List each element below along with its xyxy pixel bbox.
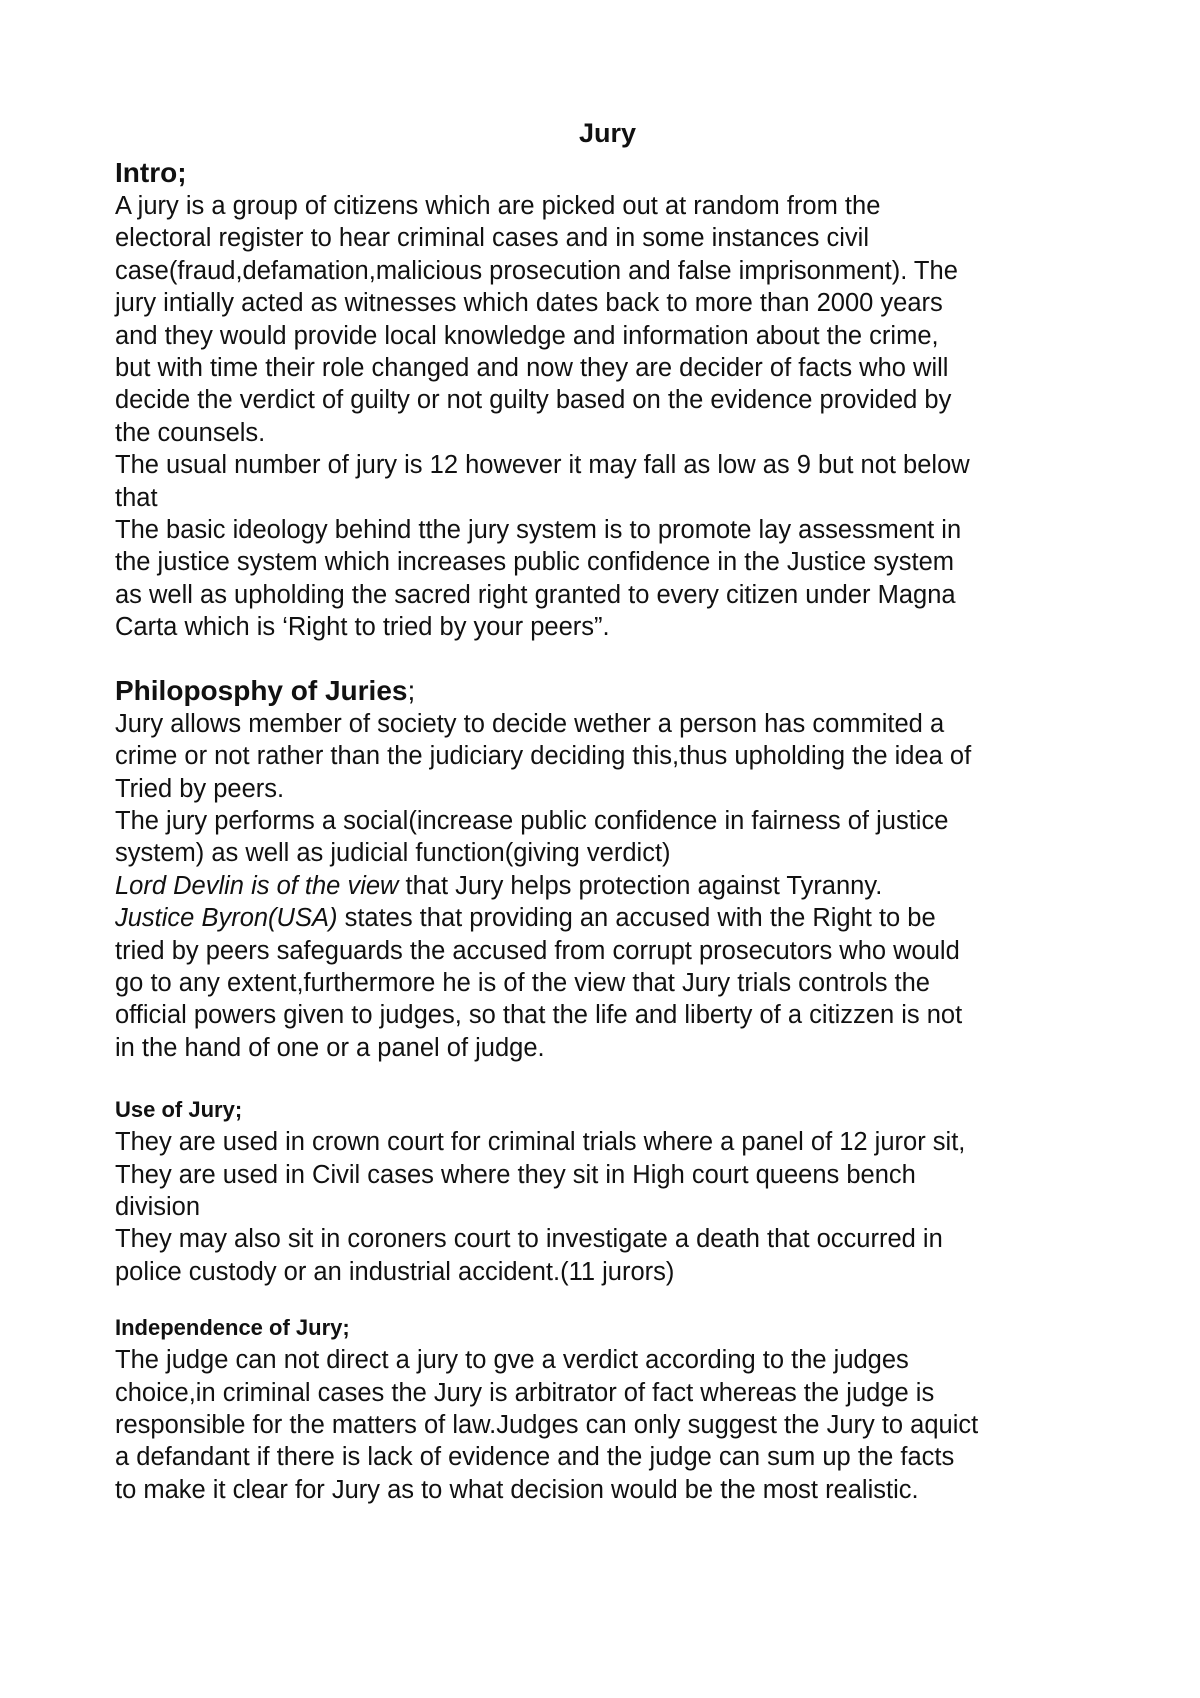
use-line: They are used in crown court for criminal trials where a panel of 12 juror sit,	[115, 1128, 966, 1157]
intro-line: The basic ideology behind tthe jury system is to promote lay assessment in	[115, 516, 962, 545]
intro-heading: Intro;	[115, 157, 187, 188]
devlin-line	[115, 870, 1100, 902]
intro-section	[115, 156, 1100, 644]
document-title: Jury	[578, 118, 637, 148]
intro-line: case(fraud,defamation,malicious prosecution and false imprisonment). The	[115, 256, 958, 285]
intro-line: electoral register to hear criminal cases and in some instances civil	[115, 224, 869, 253]
use-section	[115, 1094, 1100, 1288]
use-line: division	[115, 1192, 201, 1221]
independence-line: responsible for the matters of law.Judges can only suggest the Jury to aquict	[115, 1411, 979, 1439]
philosophy-line: tried by peers safeguards the accused from corrupt prosecutors who would	[115, 936, 960, 965]
philosophy-line: official powers given to judges, so that the life and liberty of a citizzen is not	[115, 1001, 963, 1030]
document-page	[115, 116, 1100, 1506]
philosophy-heading-text: Philoposphy of Juries	[115, 674, 408, 706]
independence-line: a defandant if there is lack of evidence and the judge can sum up the facts	[115, 1443, 955, 1472]
intro-line: but with time their role changed and now they are decider of facts who will	[115, 354, 949, 383]
intro-line: that	[115, 483, 158, 512]
independence-line: The judge can not direct a jury to gve a verdict according to the judges	[115, 1346, 909, 1375]
philosophy-line: in the hand of one or a panel of judge.	[115, 1033, 545, 1062]
philosophy-line: crime or not rather than the judiciary deciding this,thus upholding the idea of	[115, 742, 972, 771]
byron-rest: states that providing an accused with the Right to be	[337, 904, 936, 933]
philosophy-line: The jury performs a social(increase public confidence in fairness of justice	[115, 806, 949, 835]
use-line: They are used in Civil cases where they sit in High court queens bench	[115, 1160, 916, 1189]
independence-heading: Independence of Jury;	[115, 1315, 350, 1341]
philosophy-section	[115, 674, 1100, 1064]
intro-line: decide the verdict of guilty or not guilty based on the evidence provided by	[115, 386, 952, 415]
devlin-rest: that Jury helps protection against Tyranny.	[398, 871, 883, 900]
use-heading: Use of Jury;	[115, 1097, 243, 1123]
intro-line: the counsels.	[115, 418, 266, 447]
section-spacer	[115, 1064, 1100, 1094]
byron-italic: Justice Byron(USA)	[115, 904, 338, 933]
philosophy-heading-suffix: ;	[407, 674, 416, 706]
section-spacer	[115, 644, 1100, 674]
intro-line: Carta which is ‘Right to tried by your peers”.	[115, 613, 610, 642]
devlin-italic: Lord Devlin is of the view	[115, 871, 399, 900]
use-line: They may also sit in coroners court to investigate a death that occurred in	[115, 1225, 943, 1254]
philosophy-line: Tried by peers.	[115, 774, 285, 803]
philosophy-heading	[115, 674, 1100, 708]
intro-line: A jury is a group of citizens which are picked out at random from the	[115, 192, 881, 220]
philosophy-line: system) as well as judicial function(giving verdict)	[115, 839, 671, 868]
use-line: police custody or an industrial accident.(11 jurors)	[115, 1257, 675, 1286]
byron-line	[115, 902, 1100, 934]
independence-section	[115, 1312, 1100, 1506]
independence-line: choice,in criminal cases the Jury is arbitrator of fact whereas the judge is	[115, 1378, 935, 1407]
intro-line: jury intially acted as witnesses which dates back to more than 2000 years	[115, 289, 943, 318]
intro-line: the justice system which increases public confidence in the Justice system	[115, 548, 955, 577]
philosophy-line: go to any extent,furthermore he is of the view that Jury trials controls the	[115, 968, 930, 997]
intro-line: and they would provide local knowledge and information about the crime,	[115, 321, 939, 350]
intro-line: as well as upholding the sacred right granted to every citizen under Magna	[115, 580, 956, 609]
intro-line: The usual number of jury is 12 however it may fall as low as 9 but not below	[115, 451, 970, 480]
philosophy-line: Jury allows member of society to decide wether a person has commited a	[115, 709, 945, 738]
section-spacer	[115, 1288, 1100, 1312]
independence-line: to make it clear for Jury as to what decision would be the most realistic.	[115, 1475, 919, 1504]
